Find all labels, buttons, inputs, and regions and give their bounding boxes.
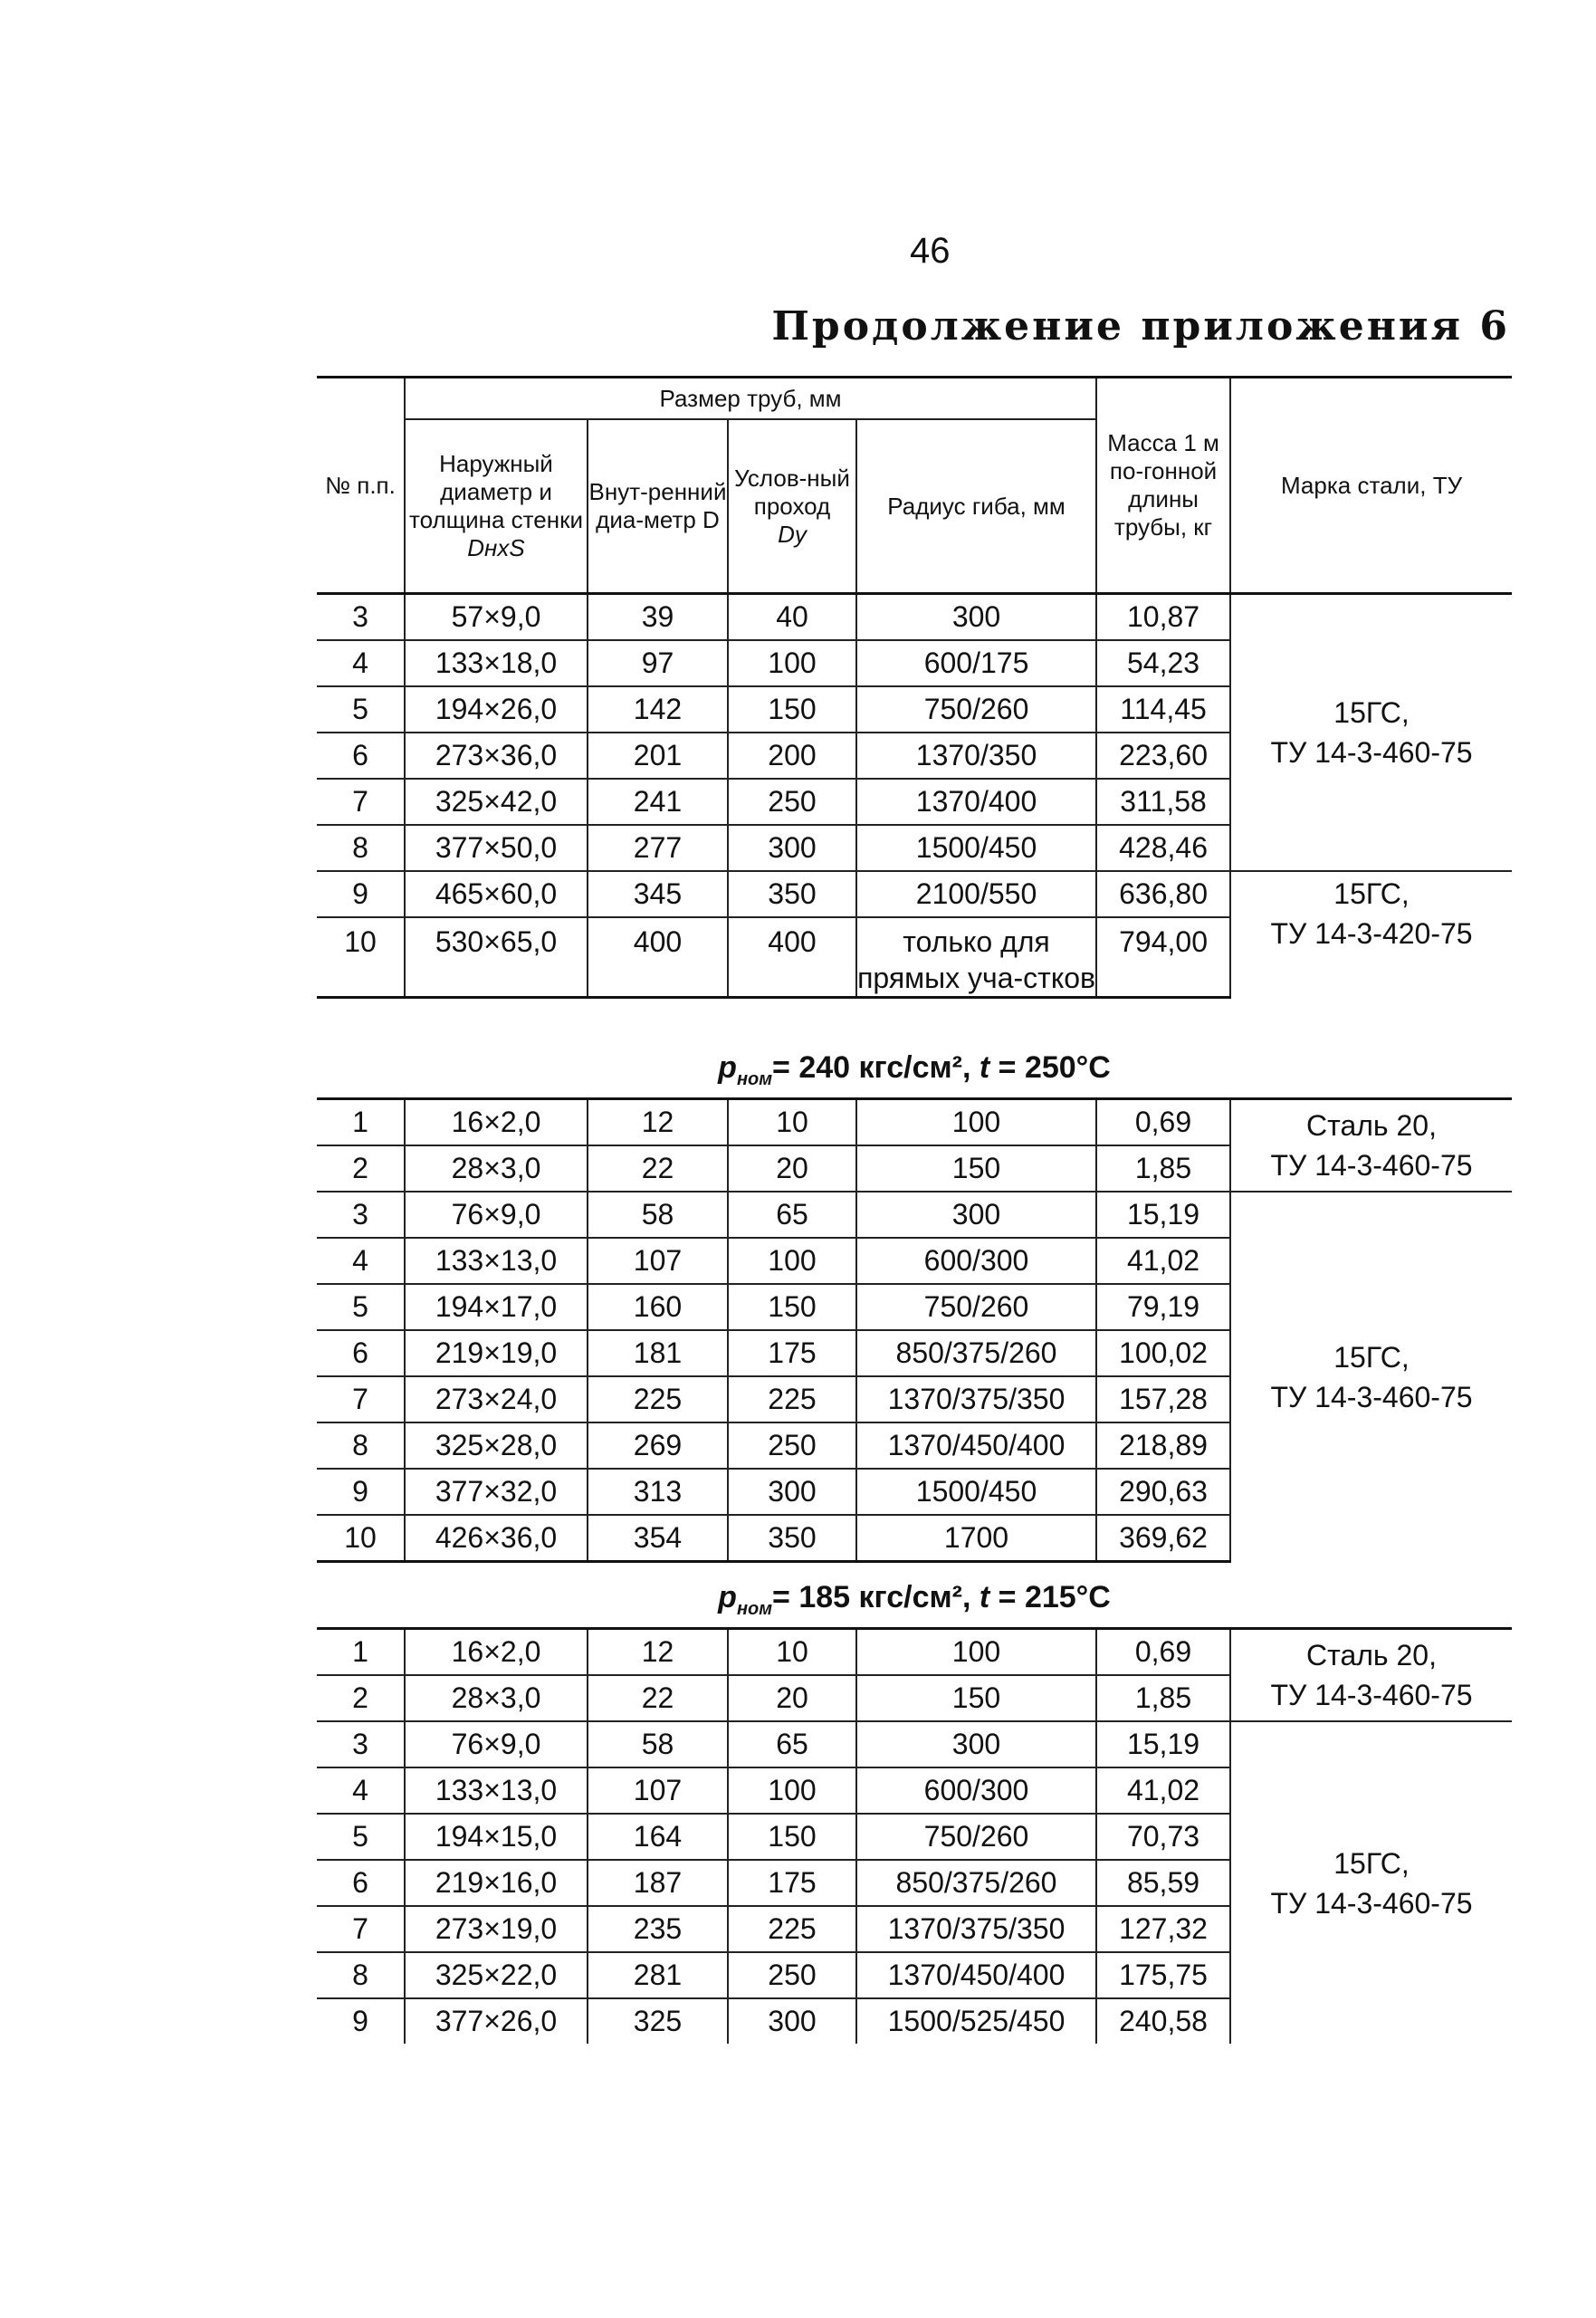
cell-steel [1230,1721,1512,2044]
cell-inner: 201 [588,733,728,779]
cell-inner: 400 [588,917,728,998]
cell-radius: 1370/450/400 [856,1422,1096,1469]
cell-num: 5 [317,686,405,733]
condition-240 [317,1050,1512,1090]
cell-nominal: 20 [728,1145,856,1192]
condition-t: t [979,1050,990,1085]
header-nominal-symbol: Dy [778,520,807,548]
cell-outer: 325×42,0 [405,779,588,825]
cell-steel [1230,1629,1512,1722]
cell-mass: 794,00 [1096,917,1230,998]
cell-nominal: 150 [728,1284,856,1330]
cell-num: 4 [317,1767,405,1814]
steel-spec: ТУ 14-3-460-75 [1270,1886,1473,1920]
cell-nominal: 175 [728,1860,856,1906]
cell-nominal: 300 [728,1469,856,1515]
cell-mass: 636,80 [1096,871,1230,917]
cell-mass: 0,69 [1096,1099,1230,1146]
cell-mass: 127,32 [1096,1906,1230,1952]
page-number: 46 [910,231,951,271]
cell-inner: 12 [588,1099,728,1146]
cell-outer: 16×2,0 [405,1629,588,1676]
table-row [317,1629,1512,1676]
cell-radius: 850/375/260 [856,1860,1096,1906]
cell-inner: 12 [588,1629,728,1676]
cell-nominal: 350 [728,1515,856,1562]
cell-nominal: 225 [728,1906,856,1952]
cell-inner: 235 [588,1906,728,1952]
cell-outer: 426×36,0 [405,1515,588,1562]
cell-nominal: 225 [728,1376,856,1422]
steel-grade: Сталь 20, [1306,1639,1437,1671]
cell-nominal: 250 [728,779,856,825]
cell-num: 2 [317,1675,405,1721]
steel-grade: 15ГС, [1333,877,1410,910]
cell-outer: 28×3,0 [405,1145,588,1192]
cell-mass: 157,28 [1096,1376,1230,1422]
cell-steel [1230,1099,1512,1193]
condition-p-sub: ном [736,1068,773,1089]
condition-t-value: = 215°С [989,1580,1111,1614]
cell-radius: 2100/550 [856,871,1096,917]
cell-inner: 164 [588,1814,728,1860]
cell-outer: 219×19,0 [405,1330,588,1376]
cell-nominal: 65 [728,1192,856,1238]
steel-spec: ТУ 14-3-460-75 [1270,1679,1473,1711]
cell-num: 10 [317,1515,405,1562]
cell-inner: 97 [588,640,728,686]
cell-outer: 194×26,0 [405,686,588,733]
cell-outer: 273×19,0 [405,1906,588,1952]
cell-radius: 750/260 [856,1814,1096,1860]
cell-num: 4 [317,1238,405,1284]
steel-grade: 15ГС, [1333,1846,1410,1880]
header-steel: Марка стали, ТУ [1230,378,1512,594]
cell-num: 9 [317,871,405,917]
cell-num: 5 [317,1284,405,1330]
cell-mass: 223,60 [1096,733,1230,779]
cell-mass: 369,62 [1096,1515,1230,1562]
table-row [317,594,1512,641]
cell-nominal: 10 [728,1629,856,1676]
cell-nominal: 150 [728,686,856,733]
condition-t-value: = 250°С [989,1050,1111,1085]
cell-inner: 325 [588,1998,728,2044]
cell-radius: 150 [856,1675,1096,1721]
cell-mass: 15,19 [1096,1192,1230,1238]
section2-body [317,1099,1512,1562]
section1-body [317,594,1512,998]
steel-grade: 15ГС, [1333,696,1410,729]
cell-num: 9 [317,1998,405,2044]
cell-num: 7 [317,1376,405,1422]
header-outer [405,419,588,594]
cell-nominal: 40 [728,594,856,641]
cell-outer: 530×65,0 [405,917,588,998]
cell-mass: 41,02 [1096,1767,1230,1814]
steel-spec: ТУ 14-3-460-75 [1270,736,1473,769]
cell-inner: 58 [588,1721,728,1767]
cell-mass: 218,89 [1096,1422,1230,1469]
cell-radius: 750/260 [856,686,1096,733]
pipe-table-240 [317,1097,1512,1563]
cell-mass: 10,87 [1096,594,1230,641]
cell-num: 7 [317,1906,405,1952]
cell-inner: 269 [588,1422,728,1469]
condition-p-value: = 185 кгс/см², [772,1580,980,1614]
cell-outer: 377×26,0 [405,1998,588,2044]
cell-radius: 600/175 [856,640,1096,686]
cell-radius: 600/300 [856,1238,1096,1284]
pipe-table-main [317,376,1512,999]
condition-t: t [979,1580,990,1614]
cell-radius: только для прямых уча-стков [856,917,1096,998]
cell-outer: 465×60,0 [405,871,588,917]
cell-num: 5 [317,1814,405,1860]
cell-mass: 175,75 [1096,1952,1230,1998]
condition-p: p [718,1050,737,1085]
cell-radius: 600/300 [856,1767,1096,1814]
cell-nominal: 300 [728,1998,856,2044]
cell-outer: 16×2,0 [405,1099,588,1146]
cell-steel [1230,871,1512,998]
cell-nominal: 175 [728,1330,856,1376]
header-radius: Радиус гиба, мм [856,419,1096,594]
cell-radius: 1370/450/400 [856,1952,1096,1998]
cell-num: 9 [317,1469,405,1515]
cell-num: 8 [317,825,405,871]
cell-nominal: 100 [728,1238,856,1284]
table-row [317,1721,1512,1767]
cell-mass: 1,85 [1096,1675,1230,1721]
header-nominal-label: Услов-ный проход [734,464,850,520]
page-title: Продолжение приложения 6 [771,303,1510,350]
cell-inner: 225 [588,1376,728,1422]
cell-outer: 325×22,0 [405,1952,588,1998]
cell-num: 4 [317,640,405,686]
cell-inner: 107 [588,1767,728,1814]
cell-mass: 85,59 [1096,1860,1230,1906]
cell-radius: 1370/400 [856,779,1096,825]
cell-mass: 428,46 [1096,825,1230,871]
cell-num: 1 [317,1629,405,1676]
cell-num: 3 [317,594,405,641]
cell-outer: 273×24,0 [405,1376,588,1422]
cell-mass: 1,85 [1096,1145,1230,1192]
cell-nominal: 250 [728,1952,856,1998]
cell-mass: 54,23 [1096,640,1230,686]
cell-inner: 58 [588,1192,728,1238]
header-outer-label: Наружный диаметр и толщина стенки [409,450,583,533]
cell-radius: 150 [856,1145,1096,1192]
cell-num: 6 [317,733,405,779]
header-size-group: Размер труб, мм [405,378,1096,420]
header-nominal [728,419,856,594]
condition-p-value: = 240 кгс/см², [772,1050,980,1085]
cell-radius: 1370/375/350 [856,1376,1096,1422]
cell-radius: 750/260 [856,1284,1096,1330]
section3-body [317,1629,1512,2045]
cell-steel [1230,1192,1512,1562]
steel-grade: 15ГС, [1333,1340,1410,1374]
cell-nominal: 10 [728,1099,856,1146]
cell-outer: 133×18,0 [405,640,588,686]
cell-outer: 133×13,0 [405,1238,588,1284]
cell-mass: 41,02 [1096,1238,1230,1284]
cell-nominal: 65 [728,1721,856,1767]
cell-inner: 22 [588,1675,728,1721]
cell-outer: 377×32,0 [405,1469,588,1515]
cell-inner: 345 [588,871,728,917]
cell-radius: 100 [856,1099,1096,1146]
cell-mass: 114,45 [1096,686,1230,733]
cell-nominal: 200 [728,733,856,779]
cell-nominal: 350 [728,871,856,917]
cell-inner: 142 [588,686,728,733]
cell-nominal: 300 [728,825,856,871]
cell-inner: 354 [588,1515,728,1562]
cell-num: 8 [317,1952,405,1998]
header-inner: Внут-ренний диа-метр D [588,419,728,594]
steel-spec: ТУ 14-3-460-75 [1270,1380,1473,1413]
cell-num: 2 [317,1145,405,1192]
cell-nominal: 100 [728,640,856,686]
cell-radius: 300 [856,1192,1096,1238]
steel-spec: ТУ 14-3-460-75 [1270,1149,1473,1182]
steel-spec: ТУ 14-3-420-75 [1270,917,1473,950]
cell-steel [1230,594,1512,872]
cell-radius: 1370/375/350 [856,1906,1096,1952]
cell-radius: 300 [856,594,1096,641]
condition-185 [317,1580,1512,1620]
cell-outer: 273×36,0 [405,733,588,779]
cell-inner: 22 [588,1145,728,1192]
condition-p-sub: ном [736,1598,773,1619]
cell-radius: 1500/450 [856,1469,1096,1515]
cell-outer: 76×9,0 [405,1721,588,1767]
cell-inner: 241 [588,779,728,825]
cell-outer: 133×13,0 [405,1767,588,1814]
cell-radius: 300 [856,1721,1096,1767]
cell-num: 6 [317,1330,405,1376]
cell-mass: 15,19 [1096,1721,1230,1767]
cell-num: 8 [317,1422,405,1469]
cell-mass: 100,02 [1096,1330,1230,1376]
cell-num: 7 [317,779,405,825]
cell-mass: 70,73 [1096,1814,1230,1860]
cell-nominal: 100 [728,1767,856,1814]
cell-mass: 0,69 [1096,1629,1230,1676]
cell-radius: 100 [856,1629,1096,1676]
cell-inner: 107 [588,1238,728,1284]
cell-inner: 181 [588,1330,728,1376]
cell-radius: 1700 [856,1515,1096,1562]
cell-num: 3 [317,1192,405,1238]
cell-nominal: 20 [728,1675,856,1721]
cell-radius: 1500/525/450 [856,1998,1096,2044]
cell-outer: 194×17,0 [405,1284,588,1330]
cell-num: 1 [317,1099,405,1146]
condition-p: p [718,1580,737,1614]
table-row [317,871,1512,917]
cell-nominal: 150 [728,1814,856,1860]
cell-outer: 377×50,0 [405,825,588,871]
pipe-table-185 [317,1627,1512,2044]
cell-mass: 290,63 [1096,1469,1230,1515]
cell-inner: 187 [588,1860,728,1906]
cell-inner: 281 [588,1952,728,1998]
cell-outer: 76×9,0 [405,1192,588,1238]
cell-outer: 219×16,0 [405,1860,588,1906]
cell-mass: 240,58 [1096,1998,1230,2044]
cell-num: 3 [317,1721,405,1767]
header-mass: Масса 1 м по-гонной длины трубы, кг [1096,378,1230,594]
cell-outer: 28×3,0 [405,1675,588,1721]
cell-outer: 325×28,0 [405,1422,588,1469]
table-row [317,1192,1512,1238]
cell-mass: 79,19 [1096,1284,1230,1330]
cell-inner: 160 [588,1284,728,1330]
cell-num: 10 [317,917,405,998]
cell-nominal: 400 [728,917,856,998]
header-outer-symbol: DнxS [467,534,525,561]
cell-outer: 57×9,0 [405,594,588,641]
cell-radius: 850/375/260 [856,1330,1096,1376]
steel-grade: Сталь 20, [1306,1109,1437,1142]
cell-mass: 311,58 [1096,779,1230,825]
cell-num: 6 [317,1860,405,1906]
cell-radius: 1500/450 [856,825,1096,871]
cell-nominal: 250 [728,1422,856,1469]
cell-inner: 277 [588,825,728,871]
table-row [317,1099,1512,1146]
cell-inner: 313 [588,1469,728,1515]
cell-radius: 1370/350 [856,733,1096,779]
header-num: № п.п. [317,378,405,594]
cell-outer: 194×15,0 [405,1814,588,1860]
cell-inner: 39 [588,594,728,641]
